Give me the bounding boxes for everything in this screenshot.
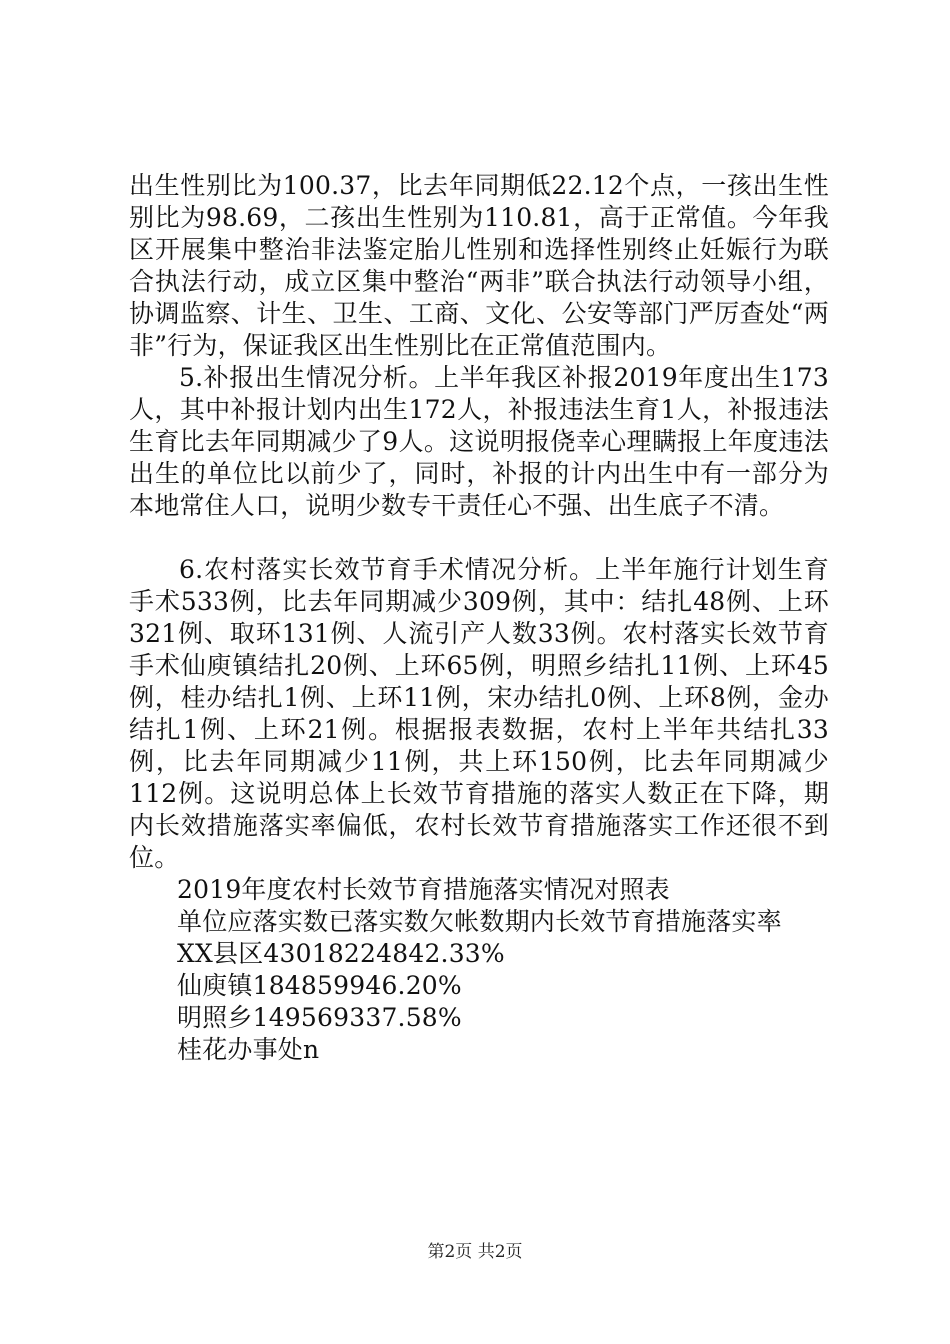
table-title: 2019年度农村长效节育措施落实情况对照表 [177, 875, 670, 904]
table-row: 桂花办事处n [177, 1035, 320, 1064]
table-header: 单位应落实数已落实数欠帐数期内长效节育措施落实率 [177, 907, 782, 936]
document-body [129, 170, 829, 1066]
page-footer: 第2页 共2页 [427, 1242, 523, 1262]
table-row: 仙庾镇184859946.20% [177, 971, 462, 1000]
paragraph-gap [129, 522, 829, 554]
paragraph-sex-ratio: 出生性别比为100.37，比去年同期低22.12个点，一孩出生性别比为98.69，二孩出生性别为110.81，高于正常值。今年我区开展集中整治非法鉴定胎儿性别和选择性别终止妊娠行为联合执法行动，成立区集中整治“两非”联合执法行动领导小组，协调监察、计生、卫生、工商、文化、公安等部门严厉查处“两非”行为，保证我区出生性别比在正常值范围内。 [129, 171, 829, 360]
table-row: 明照乡149569337.58% [177, 1003, 462, 1032]
paragraph-supplementary-births: 5.补报出生情况分析。上半年我区补报2019年度出生173人，其中补报计划内出生172人，补报违法生育1人，补报违法生育比去年同期减少了9人。这说明报侥幸心理瞒报上年度违法出生的单位比以前少了，同时，补报的计内出生中有一部分为本地常住人口，说明少数专干责任心不强、出生底子不清。 [129, 363, 829, 520]
paragraph-contraception-surgery: 6.农村落实长效节育手术情况分析。上半年施行计划生育手术533例，比去年同期减少309例，其中：结扎48例、上环321例、取环131例、人流引产人数33例。农村落实长效节育手术仙庾镇结扎20例、上环65例，明照乡结扎11例、上环45例，桂办结扎1例、上环11例，宋办结扎0例、上环8例，金办结扎1例、上环21例。根据报表数据，农村上半年共结扎33例，比去年同期减少11例，共上环150例，比去年同期减少112例。这说明总体上长效节育措施的落实人数正在下降，期内长效措施落实率偏低，农村长效节育措施落实工作还很不到位。 [129, 555, 829, 872]
table-row: XX县区43018224842.33% [177, 939, 505, 968]
